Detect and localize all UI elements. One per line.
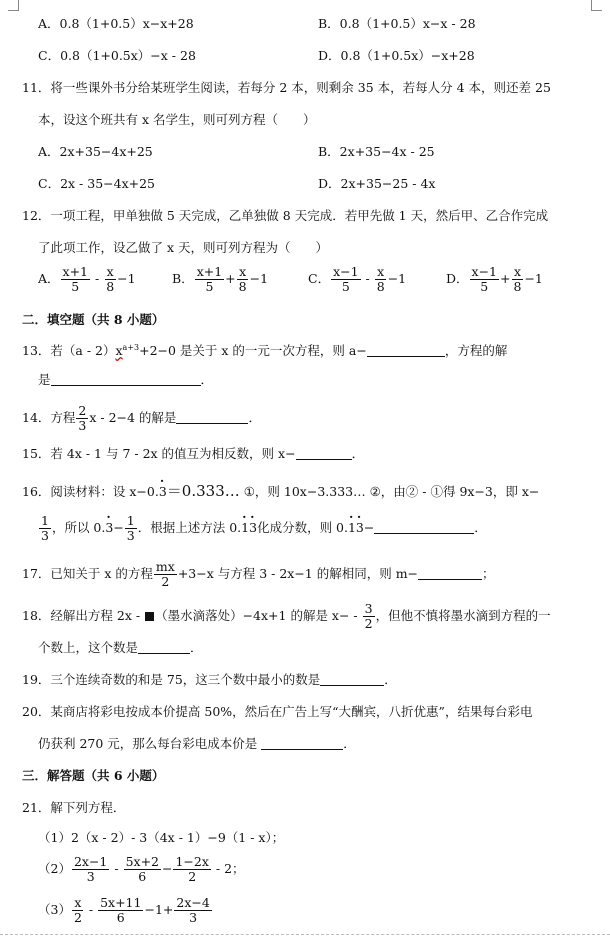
operator: - — [361, 271, 374, 286]
operator: - — [110, 861, 123, 876]
answer-blank[interactable] — [176, 410, 248, 424]
text: − — [113, 520, 124, 535]
text: ． — [248, 410, 261, 425]
q21-part-2 — [38, 855, 245, 884]
q10-option-d: D．0.8（1+0.5x）−x+28 — [318, 48, 475, 63]
answer-blank[interactable] — [320, 672, 384, 686]
exponent: a+3 — [122, 343, 140, 352]
q12-option-a — [38, 265, 136, 294]
repeating-digit: · 1 — [348, 520, 356, 535]
numerator: x — [239, 264, 247, 279]
text: +3−x 与方程 3 - 2x−1 的解相同，则 m− — [177, 566, 419, 581]
text: ． — [384, 672, 397, 687]
q12-stem-line1: 12．一项工程，甲单独做 5 天完成，乙单独做 8 天完成．若甲先做 1 天，然后甲、乙合作完成 — [22, 208, 549, 223]
q12-option-c — [308, 265, 406, 294]
denominator: 2 — [364, 616, 373, 631]
text: ． — [351, 446, 365, 461]
option-label: C． — [308, 271, 331, 286]
numerator: x+1 — [62, 264, 89, 279]
part-label: （3） — [38, 902, 71, 917]
text: ，方程的解 — [444, 343, 508, 359]
fraction — [154, 560, 177, 589]
numerator: 2x−4 — [176, 895, 210, 910]
q10-option-b: B．0.8（1+0.5）x−x - 28 — [318, 16, 476, 31]
text: 14．方程 — [22, 410, 76, 425]
q11-stem-line1: 11．将一些课外书分给某班学生阅读，若每分 2 本，则剩余 35 本，若每人分 4 本，则还差 25 — [22, 80, 551, 95]
q20-stem-line1: 20．某商店将彩电按成本价提高 50%，然后在广告上写“大酬宾，八折优惠”，结果每台彩电 — [22, 704, 533, 719]
text: ． — [474, 520, 487, 535]
denominator: 8 — [376, 279, 385, 294]
q16-stem — [22, 483, 539, 500]
denominator: 2 — [188, 869, 197, 884]
answer-blank[interactable] — [418, 566, 482, 580]
q10-option-c: C．0.8（1+0.5x）−x - 28 — [38, 48, 196, 63]
answer-blank[interactable] — [374, 520, 474, 534]
section-heading-fill-blank: 二．填空题（共 8 小题） — [22, 312, 165, 327]
q13-stem-line2 — [38, 372, 213, 388]
text: 19．三个连续奇数的和是 75，这三个数中最小的数是 — [22, 672, 321, 687]
numerator: 1−2x — [175, 854, 209, 869]
answer-blank[interactable] — [367, 343, 445, 357]
q13-stem — [22, 340, 507, 359]
text: ．根据上述方法 0. — [137, 520, 242, 535]
denominator: 6 — [116, 910, 125, 925]
numerator: 3 — [364, 601, 373, 616]
operator: − — [162, 861, 173, 876]
q20-stem-line2 — [38, 736, 356, 752]
text: ①，则 10x−3.333… ②，由② - ①得 9x−3，即 x− — [239, 484, 540, 499]
denominator: 3 — [41, 528, 49, 543]
fraction — [331, 265, 360, 294]
fraction — [512, 265, 524, 294]
denominator: 5 — [71, 279, 80, 294]
part-label: （2） — [38, 861, 71, 876]
denominator: 5 — [341, 279, 350, 294]
q18-stem-line2 — [38, 640, 203, 656]
q18-stem — [22, 602, 551, 631]
q11-stem-line2: 本，设这个班共有 x 名学生，则可列方程（ ） — [38, 112, 316, 127]
fraction — [363, 602, 375, 631]
repeating-digit: · 3 — [356, 520, 364, 535]
fraction — [76, 404, 88, 433]
option-label: A． — [38, 271, 60, 286]
operator: - — [91, 271, 104, 286]
rhs: −1 — [524, 271, 543, 286]
denominator: 8 — [106, 279, 115, 294]
page-corner-mark — [591, 0, 602, 11]
fraction — [72, 855, 109, 884]
text: ． — [190, 640, 203, 655]
q21-part-1: （1）2（x - 2）- 3（4x - 1）−9（1 - x）； — [38, 830, 285, 845]
text: ＝0.333… — [166, 482, 240, 500]
operator: −1+ — [144, 902, 174, 917]
text: 15．若 4x - 1 与 7 - 2x 的值互为相反数，则 x− — [22, 446, 296, 461]
text: ． — [200, 372, 214, 387]
q10-option-a: A．0.8（1+0.5）x−x+28 — [38, 16, 194, 31]
numerator: x — [377, 264, 385, 279]
fraction — [195, 265, 224, 294]
fraction — [61, 265, 90, 294]
q17-stem — [22, 560, 495, 589]
text: ，但他不慎将墨水滴到方程的一 — [375, 608, 551, 623]
rhs: −1 — [387, 271, 407, 286]
q15-stem — [22, 446, 364, 462]
text: − — [363, 520, 375, 535]
fraction — [104, 265, 116, 294]
option-label: D． — [446, 271, 469, 286]
operator: - — [84, 902, 98, 917]
text: 个数上，这个数是 — [38, 640, 139, 655]
rhs: −1 — [249, 271, 269, 286]
text: 是 — [38, 372, 51, 387]
answer-blank[interactable] — [296, 446, 352, 460]
section-heading-solve: 三．解答题（共 6 小题） — [22, 768, 165, 783]
denominator: 3 — [126, 528, 135, 543]
text: ． — [343, 736, 356, 751]
variable: x — [115, 343, 123, 359]
repeating-digit: · 1 — [241, 520, 249, 535]
denominator: 6 — [138, 869, 147, 884]
q12-option-b — [172, 265, 268, 294]
numerator: 2 — [78, 403, 87, 418]
fraction — [72, 896, 84, 925]
q21-part-3 — [38, 896, 213, 925]
repeating-digit: · 3 — [105, 520, 113, 535]
numerator: 2x−1 — [73, 854, 108, 869]
numerator: x+1 — [196, 264, 223, 279]
operator: + — [500, 271, 511, 286]
fraction — [375, 265, 387, 294]
q19-stem — [22, 672, 397, 688]
denominator: 8 — [513, 279, 522, 294]
answer-blank[interactable] — [138, 640, 190, 654]
q11-option-b: B．2x+35−4x - 25 — [318, 144, 435, 159]
q16-stem-line2 — [38, 514, 487, 543]
repeating-digit: · 3 — [249, 520, 257, 535]
text: （墨水滴落处）−4x+1 的解是 x− - — [155, 608, 362, 623]
denominator: 8 — [238, 279, 247, 294]
numerator: x−1 — [333, 264, 359, 279]
numerator: 1 — [126, 513, 135, 528]
fraction — [173, 855, 210, 884]
q14-stem — [22, 404, 261, 433]
option-label: B． — [172, 271, 194, 286]
text: 化成分数，则 0. — [257, 520, 348, 535]
repeating-digit: · 3 — [159, 484, 167, 499]
text: - 2； — [211, 861, 245, 876]
numerator: 1 — [41, 513, 49, 528]
text: ，所以 0. — [51, 520, 106, 535]
fraction — [125, 514, 137, 543]
text: 17．已知关于 x 的方程 — [22, 566, 153, 581]
q11-option-a: A．2x+35−4x+25 — [38, 144, 153, 159]
text: 16．阅读材料：设 x−0. — [22, 484, 159, 499]
denominator: 3 — [189, 910, 198, 925]
text: +2−0 是关于 x 的一元一次方程，则 a− — [139, 343, 367, 359]
denominator: 5 — [480, 279, 489, 294]
text: 13．若（a - 2） — [22, 343, 116, 359]
fraction — [174, 896, 211, 925]
q11-option-c: C．2x - 35−4x+25 — [38, 176, 155, 191]
text: 18．经解出方程 2x - — [22, 608, 145, 623]
q21-stem: 21．解下列方程． — [22, 800, 126, 815]
denominator: 5 — [205, 279, 214, 294]
numerator: 5x+2 — [125, 854, 159, 869]
numerator: x−1 — [471, 264, 498, 279]
text: ； — [482, 566, 495, 581]
page-corner-mark — [8, 0, 19, 11]
answer-blank[interactable] — [261, 736, 343, 750]
numerator: mx — [155, 559, 175, 574]
denominator: 2 — [161, 574, 170, 589]
denominator: 3 — [86, 869, 95, 884]
text: 仍获利 270 元，那么每台彩电成本价是 — [38, 736, 262, 751]
numerator: x — [513, 264, 521, 279]
denominator: 2 — [73, 910, 82, 925]
operator: + — [225, 271, 236, 286]
answer-blank[interactable] — [51, 372, 201, 386]
text: x - 2−4 的解是 — [89, 410, 177, 425]
q12-option-d — [446, 265, 543, 294]
rhs: −1 — [117, 271, 136, 286]
fraction — [39, 514, 51, 543]
numerator: x — [106, 264, 114, 279]
fraction — [237, 265, 249, 294]
q11-option-d: D．2x+35−25 - 4x — [318, 176, 436, 191]
denominator: 3 — [78, 418, 87, 433]
fraction — [98, 896, 143, 925]
ink-blot-icon — [145, 612, 154, 621]
numerator: x — [74, 895, 82, 910]
numerator: 5x+11 — [100, 895, 142, 910]
fraction — [470, 265, 499, 294]
q12-stem-line2: 了此项工作，设乙做了 x 天，则可列方程为（ ） — [38, 240, 328, 255]
fraction — [124, 855, 161, 884]
